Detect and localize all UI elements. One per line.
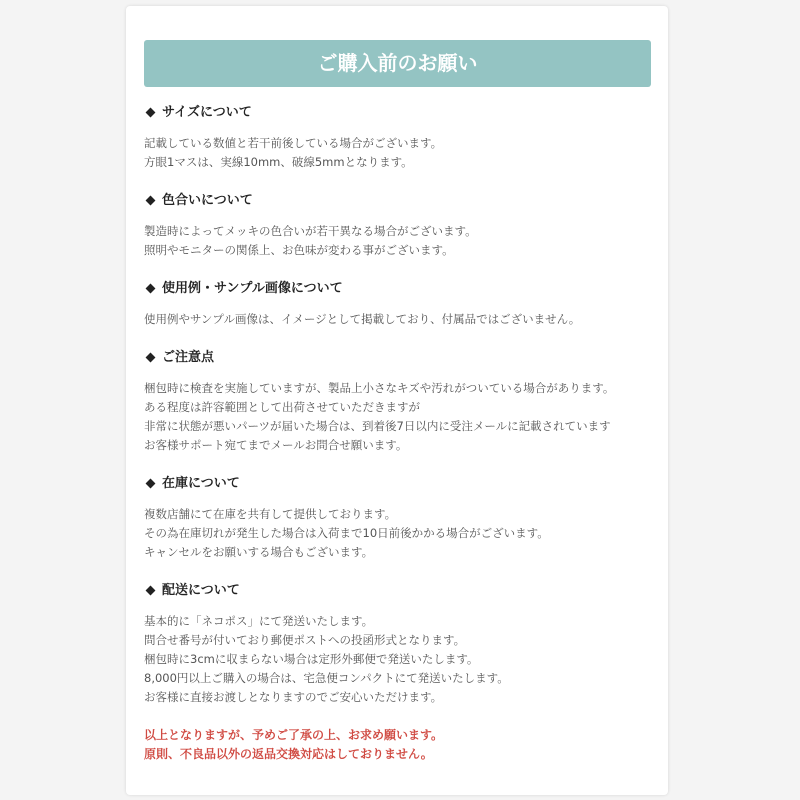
heading-text: ご注意点	[162, 350, 215, 365]
body-line: 基本的に「ネコポス」にて発送いたします。	[144, 614, 374, 628]
section-body	[144, 379, 654, 455]
body-line: 非常に状態が悪いパーツが届いた場合は、到着後7日以内に受注メールに記載されています	[144, 419, 611, 433]
body-line: 梱包時に検査を実施していますが、製品上小さなキズや汚れがついている場合があります。	[144, 381, 615, 395]
section-heading	[144, 191, 654, 211]
content	[144, 103, 654, 763]
heading-text: 在庫について	[162, 476, 240, 491]
section-stock	[144, 474, 654, 562]
heading-text: 使用例・サンプル画像について	[162, 281, 343, 296]
section-cautions	[144, 348, 654, 455]
body-line: 問合せ番号が付いており郵便ポストへの投函形式となります。	[144, 633, 466, 647]
body-line: 梱包時に3cmに収まらない場合は定形外郵便で発送いたします。	[144, 652, 479, 666]
body-line: その為在庫切れが発生した場合は入荷まで10日前後かかる場合がございます。	[144, 526, 549, 540]
body-line: キャンセルをお願いする場合もございます。	[144, 545, 374, 559]
body-line: お客様に直接お渡しとなりますのでご安心いただけます。	[144, 690, 443, 704]
notice-card	[126, 6, 668, 795]
diamond-icon	[146, 107, 156, 117]
body-line: 照明やモニターの関係上、お色味が変わる事がございます。	[144, 243, 454, 257]
section-body	[144, 612, 654, 707]
section-heading	[144, 279, 654, 299]
diamond-icon	[146, 478, 156, 488]
section-heading	[144, 474, 654, 494]
diamond-icon	[146, 283, 156, 293]
section-heading	[144, 348, 654, 368]
body-line: 使用例やサンプル画像は、イメージとして掲載しており、付属品ではございません。	[144, 312, 581, 326]
section-shipping	[144, 581, 654, 707]
notice-line: 以上となりますが、予めご了承の上、お求め願います。	[144, 728, 444, 742]
diamond-icon	[146, 195, 156, 205]
notice-line: 原則、不良品以外の返品交換対応はしておりません。	[144, 746, 433, 761]
body-line: 複数店舗にて在庫を共有して提供しております。	[144, 507, 397, 521]
section-heading	[144, 103, 654, 123]
page-title: ご購入前のお願い	[144, 40, 651, 87]
heading-text: 色合いについて	[162, 193, 253, 208]
heading-text: サイズについて	[162, 105, 252, 120]
section-color	[144, 191, 654, 260]
section-body	[144, 310, 654, 329]
body-line: 記載している数値と若干前後している場合がございます。	[144, 136, 443, 150]
section-body	[144, 505, 654, 562]
important-notice	[144, 726, 654, 763]
body-line: ある程度は許容範囲として出荷させていただきますが	[144, 400, 420, 414]
section-heading	[144, 581, 654, 601]
section-body	[144, 222, 654, 260]
body-line: お客様サポート宛てまでメールお問合せ願います。	[144, 438, 408, 452]
section-sample-images	[144, 279, 654, 329]
body-line: 方眼1マスは、実線10mm、破線5mmとなります。	[144, 155, 413, 169]
diamond-icon	[146, 352, 156, 362]
section-size	[144, 103, 654, 172]
body-line: 製造時によってメッキの色合いが若干異なる場合がございます。	[144, 224, 477, 238]
diamond-icon	[146, 585, 156, 595]
section-body	[144, 134, 654, 172]
body-line: 8,000円以上ご購入の場合は、宅急便コンパクトにて発送いたします。	[144, 671, 509, 685]
heading-text: 配送について	[162, 583, 240, 598]
